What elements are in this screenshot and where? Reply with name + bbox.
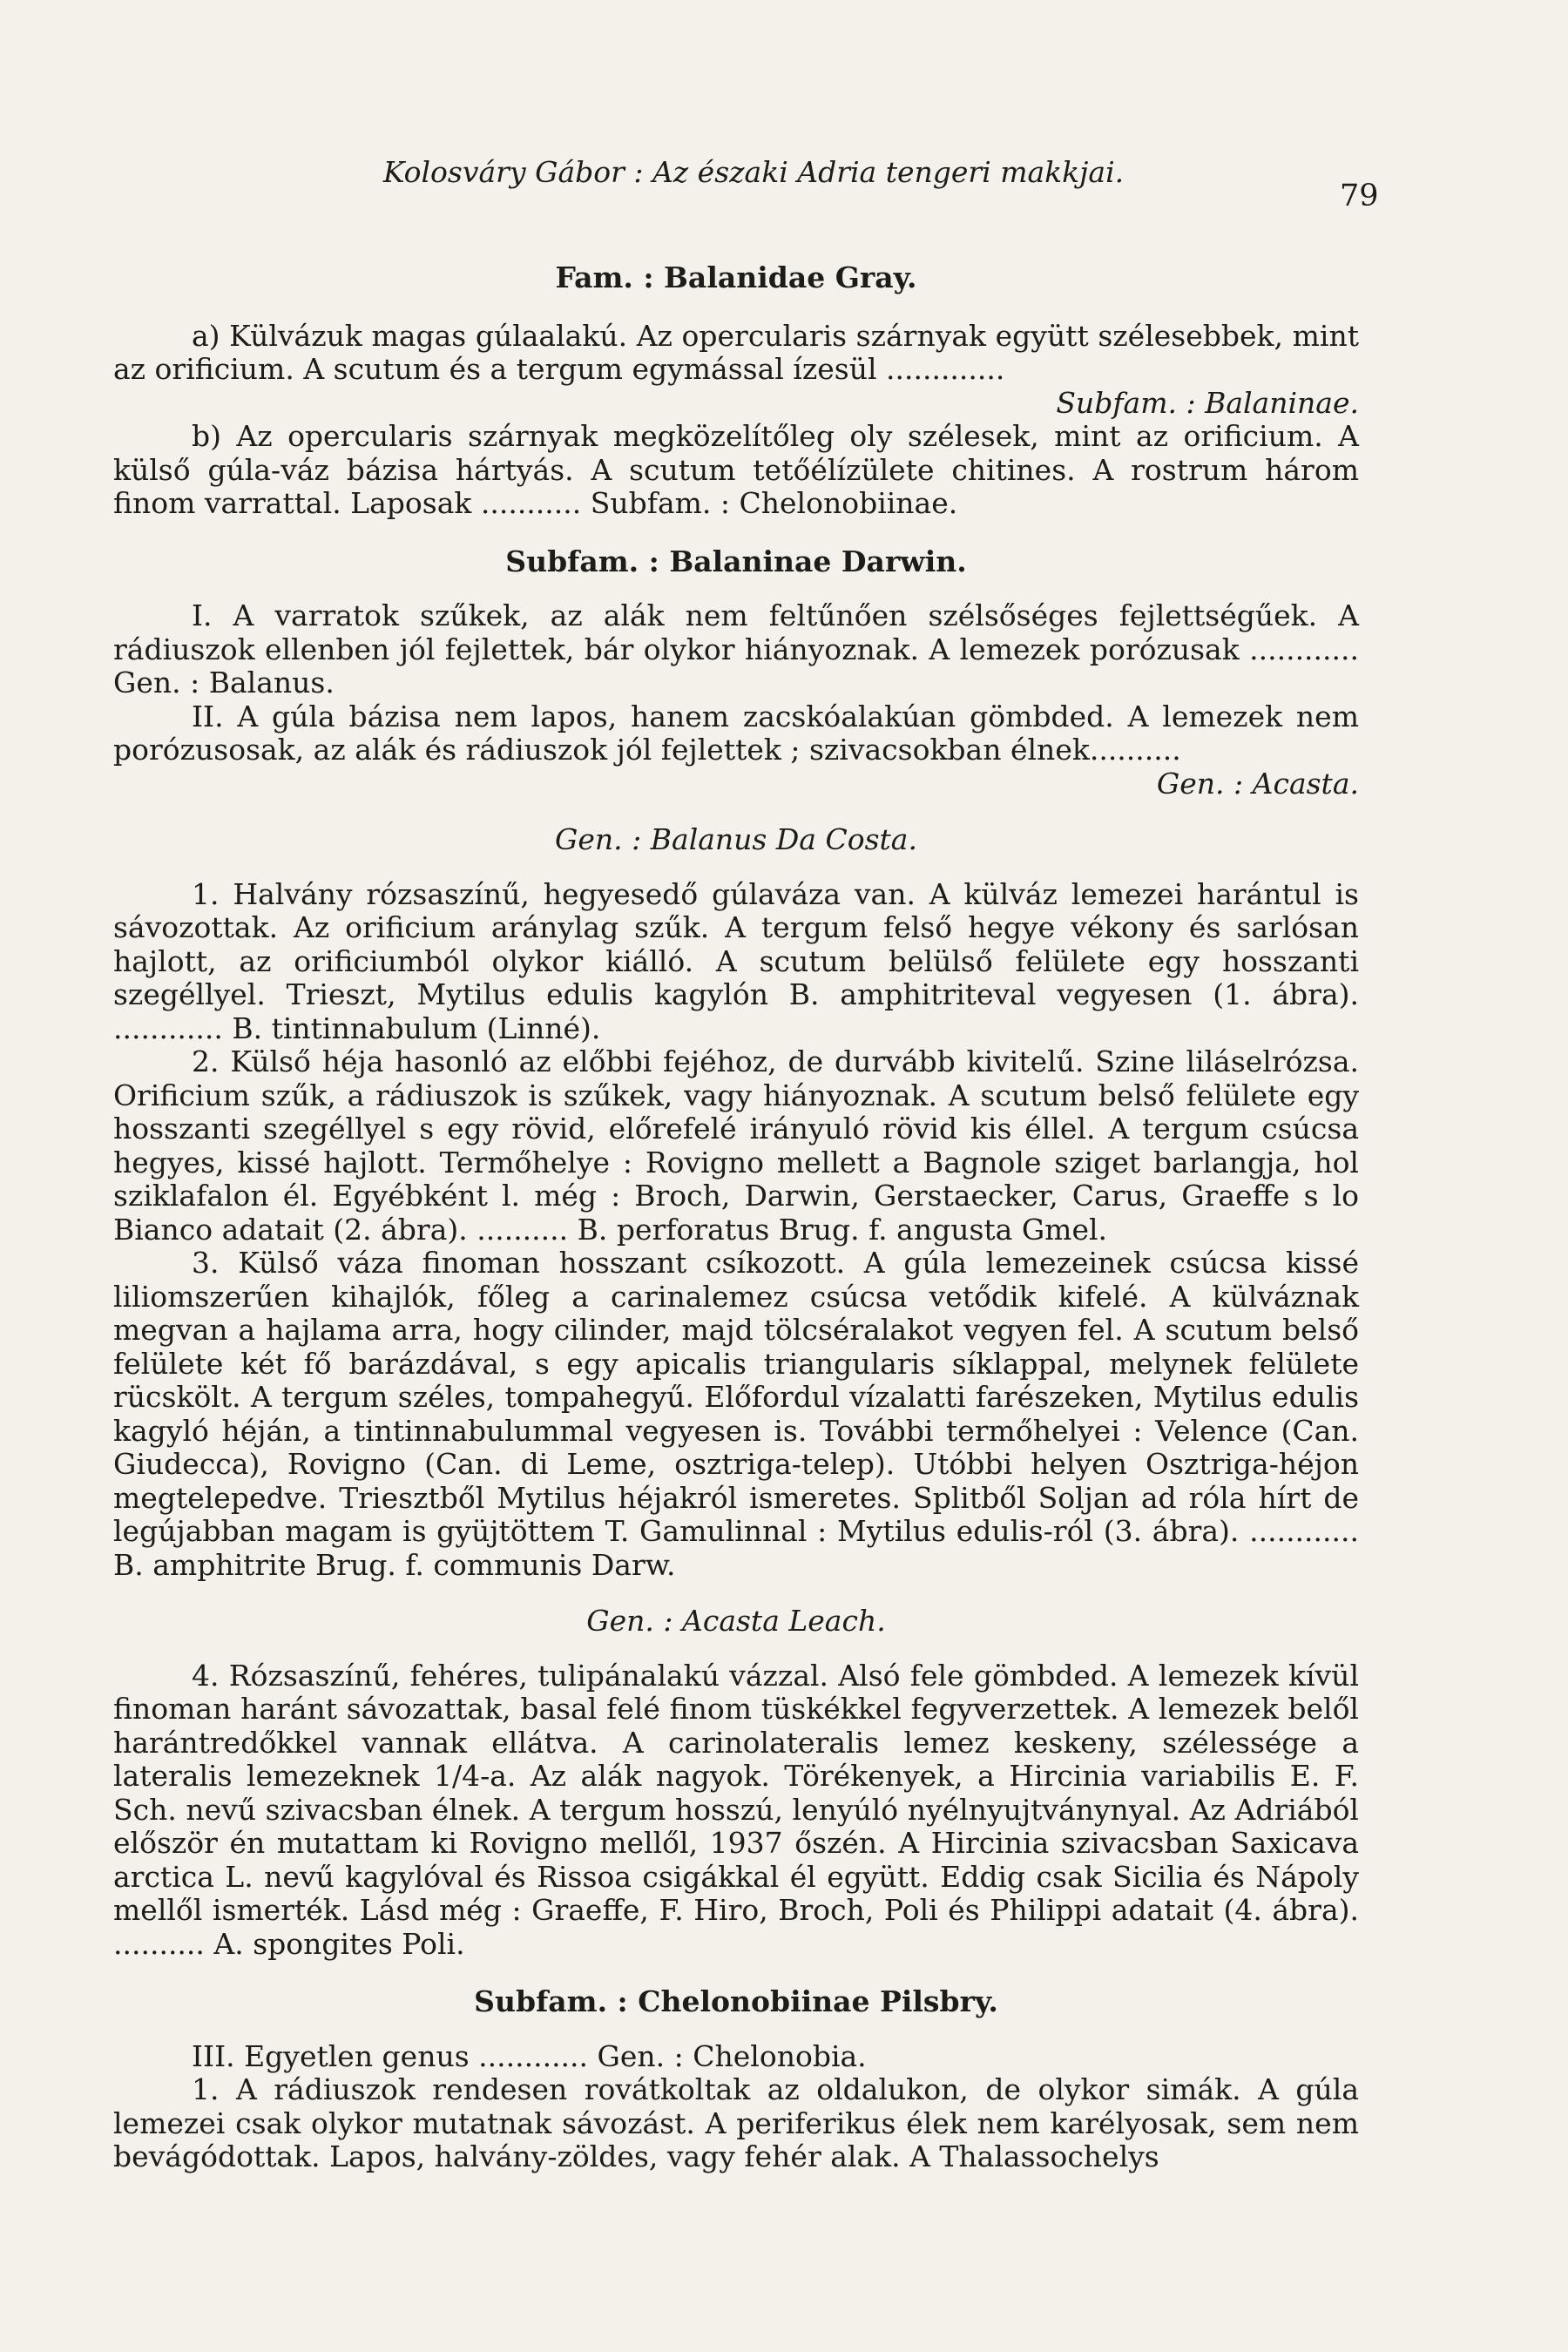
key-paragraph-b: b) Az opercularis szárnyak megközelítőleg oly szélesek, mint az orificium. A külső gúla-váz bázisa hártyás. A scutum tetőélízülete chitines. A rostrum három finom varrattal. Laposak ........... Subfam. : Chelonobiinae. (113, 419, 1359, 520)
subfamily-heading-chelonobiinae: Subfam. : Chelonobiinae Pilsbry. (474, 1984, 998, 2018)
species-paragraph-chelonobia-1: 1. A rádiuszok rendesen rovátkoltak az oldalukon, de olykor simák. A gúla lemezei csak olykor mutatnak sávozást. A periferikus élek nem karélyosak, sem nem bevágódottak. Lapos, halvány-zöldes, vagy fehér alak. A Thalassochelys (113, 2072, 1359, 2173)
running-header: Kolosváry Gábor : Az északi Adria tengeri makkjai. (382, 155, 1125, 189)
species-paragraph-4: 4. Rózsaszínű, fehéres, tulipánalakú vázzal. Alsó fele gömbded. A lemezek kívül finoman haránt sávozattak, basal felé finom tüskékkel fegyverzettek. A lemezek belől harántredőkkel vannak ellátva. A carinolateralis lemez keskeny, szélessége a lateralis lemezeknek 1/4-a. Az alák nagyok. Törékenyek, a Hircinia variabilis E. F. Sch. nevű szivacsban élnek. A tergum hosszú, lenyúló nyélnyujtványnyal. Az Adriából először én mutattam ki Rovigno mellől, 1937 őszén. A Hircinia szivacsban Saxicava arctica L. nevű kagylóval és Rissoa csigákkal él együtt. Eddig csak Sicilia és Nápoly mellől ismerték. Lásd még : Graeffe, F. Hiro, Broch, Poli és Philippi adatait (4. ábra). .......... A. spongites Poli. (113, 1658, 1359, 1961)
key-paragraph-iii: III. Egyetlen genus ............ Gen. : Chelonobia. (192, 2038, 867, 2073)
species-paragraph-3: 3. Külső váza finoman hosszant csíkozott. A gúla lemezeinek csúcsa kissé liliomszerűen kihajlók, főleg a carinalemez csúcsa vetődik kifelé. A külváznak megvan a hajlama arra, hogy cilinder, majd tölcséralakot vegyen fel. A scutum belső felülete két fő barázdával, s egy apicalis triangularis síklappal, melynek felülete rücskölt. A tergum széles, tompahegyű. Előfordul vízalatti farészeken, Mytilus edulis kagyló héján, a tintinnabulummal vegyesen is. További termőhelyei : Velence (Can. Giudecca), Rovigno (Can. di Leme, osztriga-telep). Utóbbi helyen Osztriga-héjon megtelepedve. Triesztből Mytilus héjakról ismeretes. Splitből Soljan ad róla hírt de legújabban magam is gyüjtöttem T. Gamulinnal : Mytilus edulis-ról (3. ábra). ............ B. amphitrite Brug. f. communis Darw. (113, 1246, 1359, 1582)
genus-heading-acasta: Gen. : Acasta Leach. (586, 1604, 886, 1638)
species-paragraph-2: 2. Külső héja hasonló az előbbi fejéhoz, de durvább kivitelű. Szine liláselrózsa. Orificium szűk, a rádiuszok is szűkek, vagy hiányoznak. A scutum belső felülete egy hosszanti szegéllyel s egy rövid, előrefelé irányuló rövid kis éllel. A tergum csúcsa hegyes, kissé hajlott. Termőhelye : Rovigno mellett a Bagnole sziget barlangja, hol sziklafalon él. Egyébként l. még : Broch, Darwin, Gerstaecker, Carus, Graeffe s lo Bianco adatait (2. ábra). .......... B. perforatus Brug. f. angusta Gmel. (113, 1044, 1359, 1247)
page-number: 79 (1340, 179, 1379, 213)
key-paragraph-i: I. A varratok szűkek, az alák nem feltűnően szélsőséges fejlettségűek. A rádiuszok ellenben jól fejlettek, bár olykor hiányoznak. A lemezek porózusak ............ Gen. : Balanus. (113, 598, 1359, 700)
genus-heading-balanus: Gen. : Balanus Da Costa. (555, 822, 917, 856)
key-paragraph-ii: II. A gúla bázisa nem lapos, hanem zacskóalakúan gömbded. A lemezek nem porózusosak, az alák és rádiuszok jól fejlettek ; szivacsokban élnek.......... (113, 699, 1359, 767)
key-result-acasta: Gen. : Acasta. (1156, 766, 1359, 801)
key-paragraph-a: a) Külvázuk magas gúlaalakú. Az opercularis szárnyak együtt szélesebbek, mint az orificium. A scutum és a tergum egymással ízesül ............. (113, 318, 1359, 386)
key-result-balaninae: Subfam. : Balaninae. (1056, 385, 1359, 420)
family-heading: Fam. : Balanidae Gray. (555, 260, 917, 294)
body-text (113, 261, 1359, 2174)
species-paragraph-1: 1. Halvány rózsaszínű, hegyesedő gúlaváza van. A külváz lemezei harántul is sávozottak. Az orificium aránylag szűk. A tergum felső hegye vékony és sarlósan hajlott, az orificiumból olykor kiálló. A scutum belülső felülete egy hosszanti szegéllyel. Trieszt, Mytilus edulis kagylón B. amphitriteval vegyesen (1. ábra). ............ B. tintinnabulum (Linné). (113, 876, 1359, 1045)
subfamily-heading-balaninae: Subfam. : Balaninae Darwin. (505, 544, 967, 578)
